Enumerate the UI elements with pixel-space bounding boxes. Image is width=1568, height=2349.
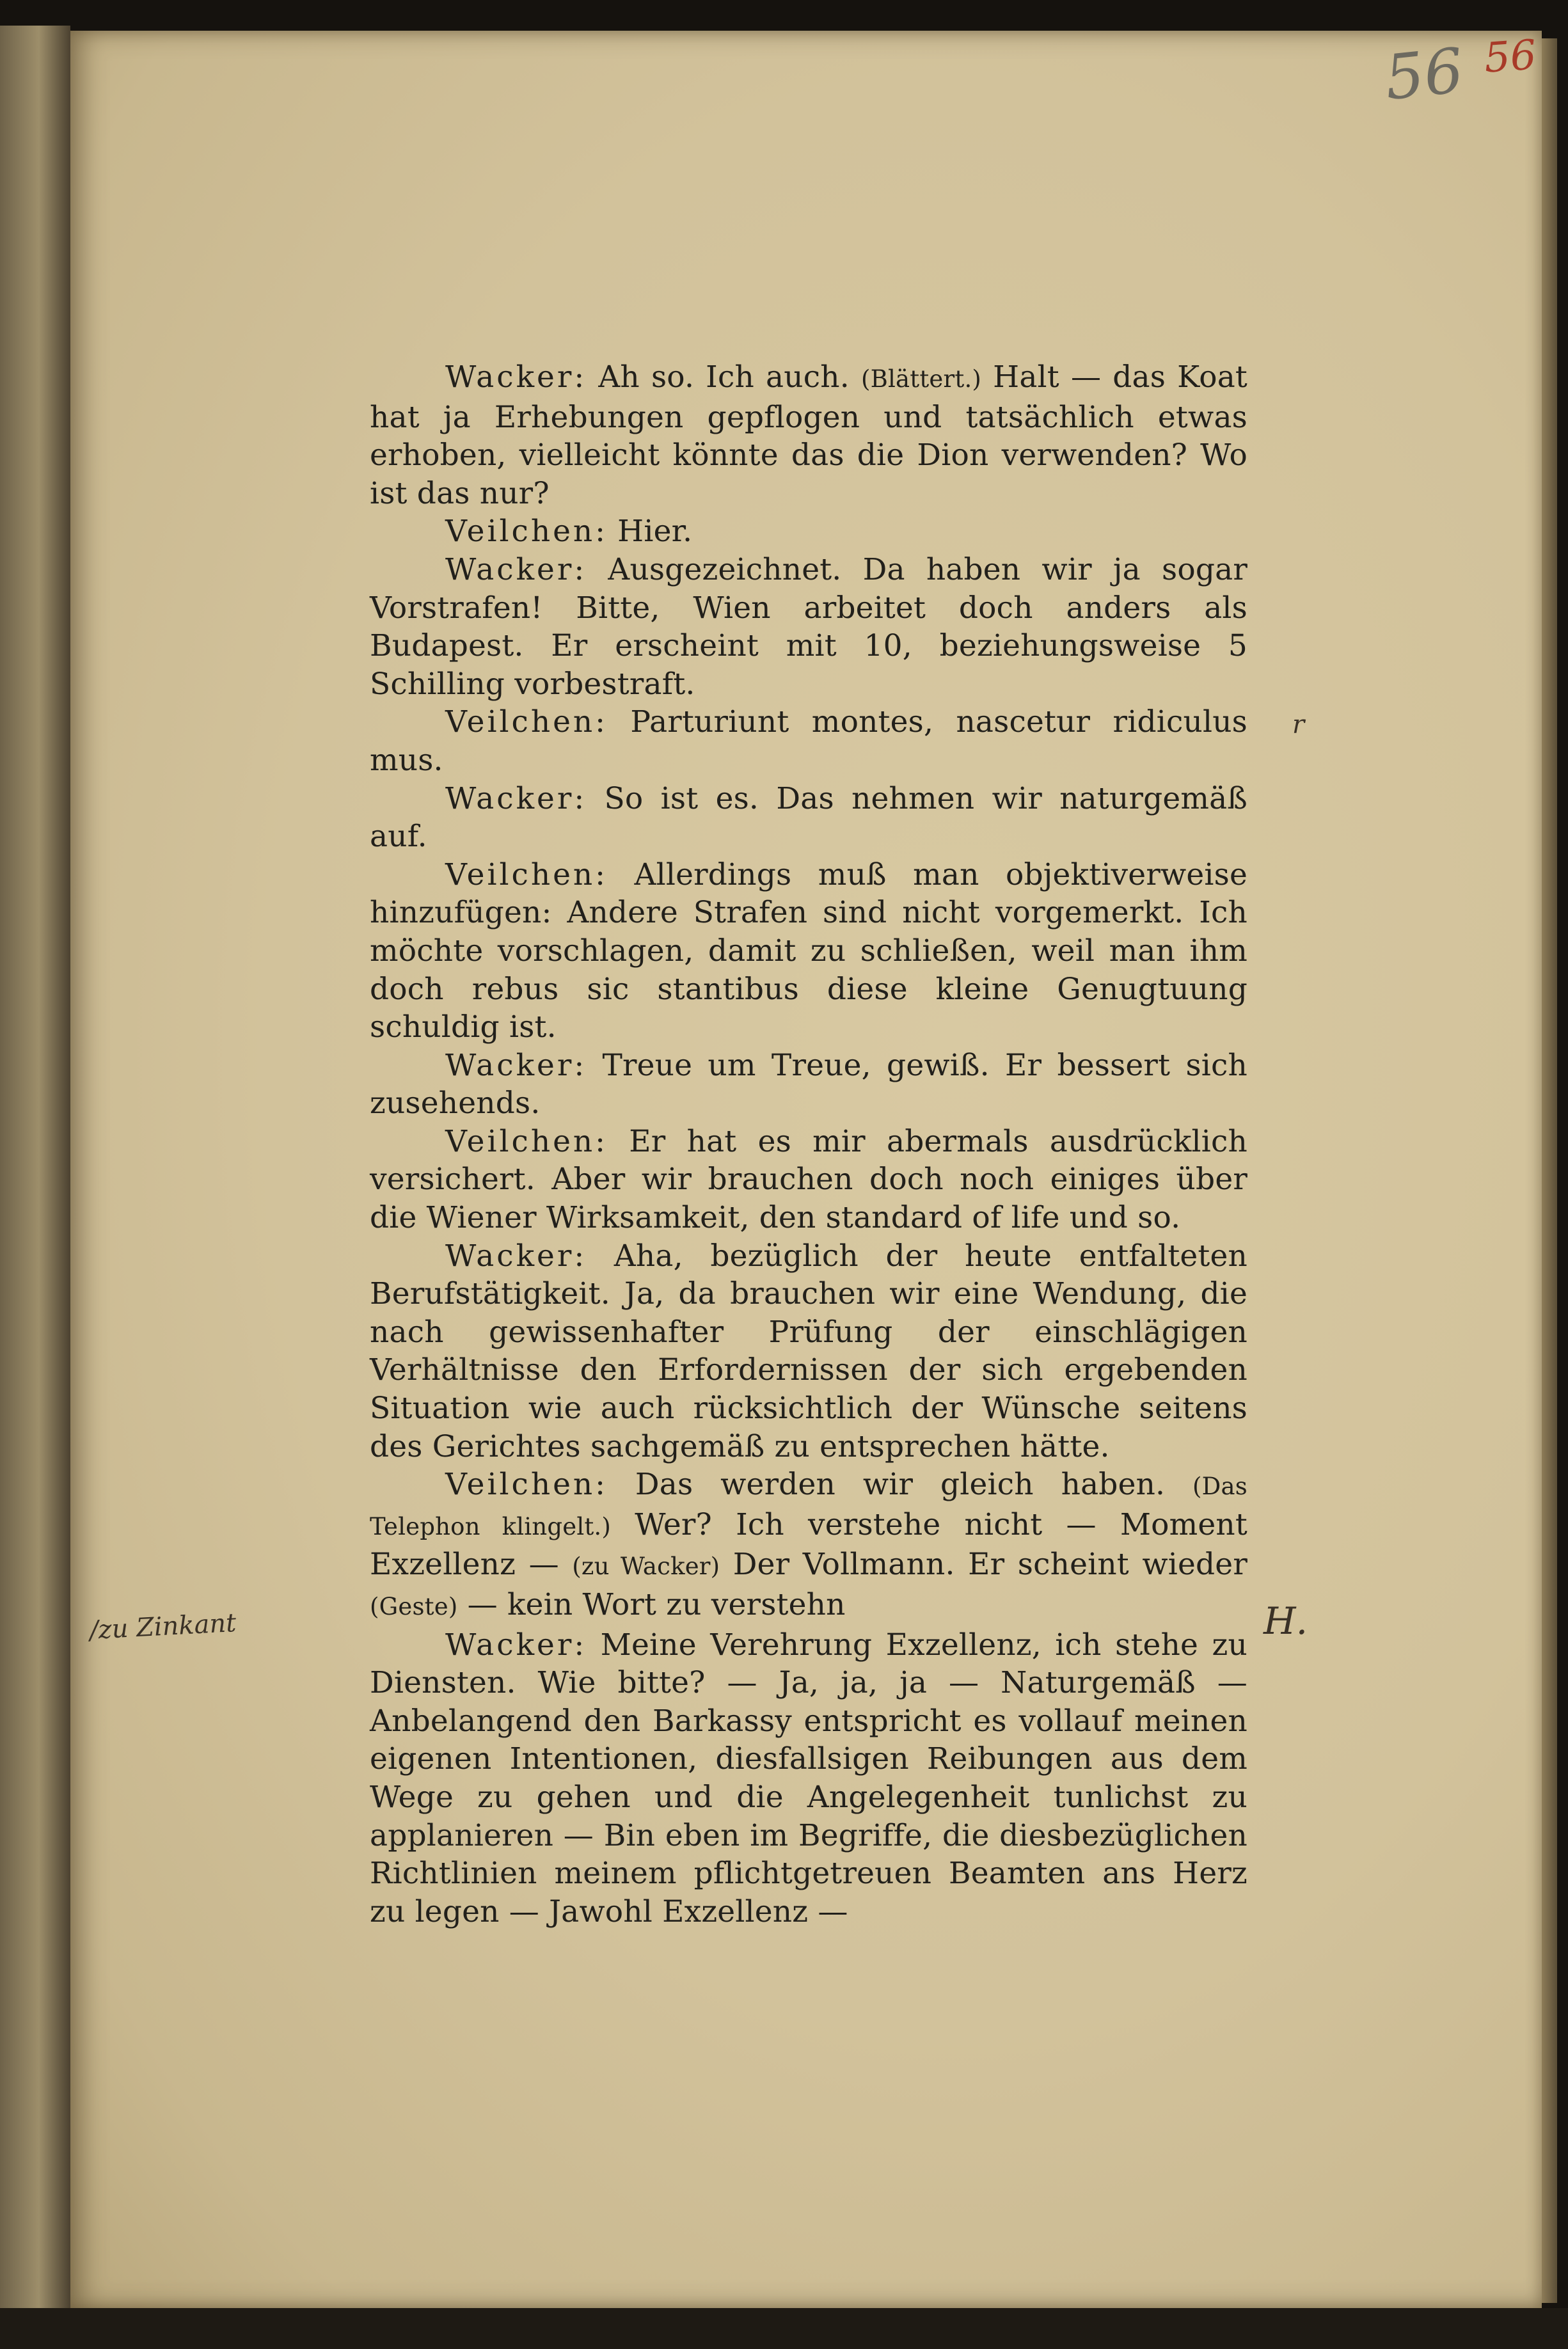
dialogue-text: Wer? Ich verstehe nicht — Moment Exzellenz —: [370, 1507, 1247, 1583]
right-margin-annotation: H.: [1263, 1599, 1308, 1643]
dialogue-text: Das werden wir gleich haben.: [608, 1467, 1193, 1503]
dialogue-text: Parturiunt montes, nascetur ridiculus mus.: [370, 704, 1247, 778]
dialogue-paragraph: [370, 1237, 1247, 1466]
dialogue-paragraph: [370, 703, 1247, 779]
dialogue-text: Der Vollmann. Er scheint wieder: [720, 1547, 1247, 1583]
pencil-page-number: 56: [1381, 34, 1467, 115]
dialogue-text: Er hat es mir abermals ausdrücklich versichert. Aber wir brauchen doch noch einiges über die Wiener Wirksamkeit, den standard of life und so.: [370, 1123, 1247, 1236]
play-text-body: [370, 358, 1247, 1931]
stage-direction: (Das Telephon klingelt.): [370, 1473, 1247, 1540]
speaker-name: Veilchen:: [445, 1123, 608, 1159]
dialogue-paragraph: [370, 856, 1247, 1047]
stage-direction: (Geste): [370, 1593, 458, 1620]
dialogue-paragraph: [370, 1626, 1247, 1931]
dialogue-text: — kein Wort zu verstehn: [457, 1587, 846, 1622]
dialogue-paragraph: [370, 512, 1247, 551]
speaker-name: Wacker:: [445, 1047, 587, 1083]
dialogue-paragraph: [370, 551, 1247, 703]
dialogue-text: Hier.: [608, 514, 693, 550]
page-right-edge: [1542, 38, 1557, 2303]
red-page-number: 56: [1482, 31, 1538, 83]
speaker-name: Veilchen:: [445, 857, 608, 892]
right-margin-tick: r: [1292, 710, 1305, 739]
speaker-name: Veilchen:: [445, 1467, 608, 1503]
dialogue-text: Halt — das Koat hat ja Erhebungen gepflogen und tatsächlich etwas erhoben, vielleicht könnte das die Dion verwenden? Wo ist das nur?: [370, 360, 1248, 511]
facing-page-edge: [0, 26, 70, 2349]
dialogue-text: Aha, bezüglich der heute entfalteten Berufstätigkeit. Ja, da brauchen wir eine Wendung, die nach gewissenhafter Prüfung der einschlägigen Verhältnisse den Erfordernissen der sich ergebenden Situation wie auch rücksichtlich der Wünsche seitens des Gerichtes sachgemäß zu entsprechen hätte.: [370, 1238, 1247, 1464]
speaker-name: Wacker:: [445, 360, 587, 395]
speaker-name: Wacker:: [445, 551, 587, 587]
speaker-name: Veilchen:: [445, 704, 608, 740]
speaker-name: Wacker:: [445, 780, 587, 816]
dialogue-paragraph: [370, 1466, 1247, 1625]
dialogue-paragraph: [370, 1047, 1247, 1123]
speaker-name: Wacker:: [445, 1627, 587, 1663]
stage-direction: (Blättert.): [860, 365, 982, 393]
stage-direction: (zu Wacker): [572, 1553, 720, 1581]
dialogue-text: Ausgezeichnet. Da haben wir ja sogar Vorstrafen! Bitte, Wien arbeitet doch anders als Budapest. Er erscheint mit 10, beziehungsweise 5 Schilling vorbestraft.: [370, 551, 1247, 702]
speaker-name: Wacker:: [445, 1238, 587, 1274]
scan-bottom-border: [0, 2308, 1568, 2349]
dialogue-text: Allerdings muß man objektiverweise hinzufügen: Andere Strafen sind nicht vorgemerkt. Ich möchte vorschlagen, damit zu schließen, weil man ihm doch rebus sic stantibus diese kleine Genugtuung schuldig ist.: [370, 857, 1247, 1045]
dialogue-paragraph: [370, 780, 1247, 856]
dialogue-paragraph: [370, 358, 1247, 512]
left-margin-annotation: /zu Zinkant: [88, 1608, 237, 1645]
dialogue-text: Treue um Treue, gewiß. Er bessert sich zusehends.: [370, 1047, 1247, 1121]
dialogue-text: Ah so. Ich auch.: [587, 360, 861, 395]
dialogue-text: So ist es. Das nehmen wir naturgemäß auf.: [370, 780, 1247, 855]
dialogue-text: Meine Verehrung Exzellenz, ich stehe zu Diensten. Wie bitte? — Ja, ja, ja — Naturgemäß — Anbelangend den Barkassy entspricht es vollauf meinen eigenen Intentionen, diesfallsigen Reibungen aus dem Wege zu gehen und die Angelegenheit tunlichst zu applanieren — Bin eben im Begriffe, die diesbezüglichen Richtlinien meinem pflichtgetreuen Beamten ans Herz zu legen — Jawohl Exzellenz —: [370, 1627, 1247, 1929]
dialogue-paragraph: [370, 1123, 1247, 1237]
speaker-name: Veilchen:: [445, 514, 608, 550]
